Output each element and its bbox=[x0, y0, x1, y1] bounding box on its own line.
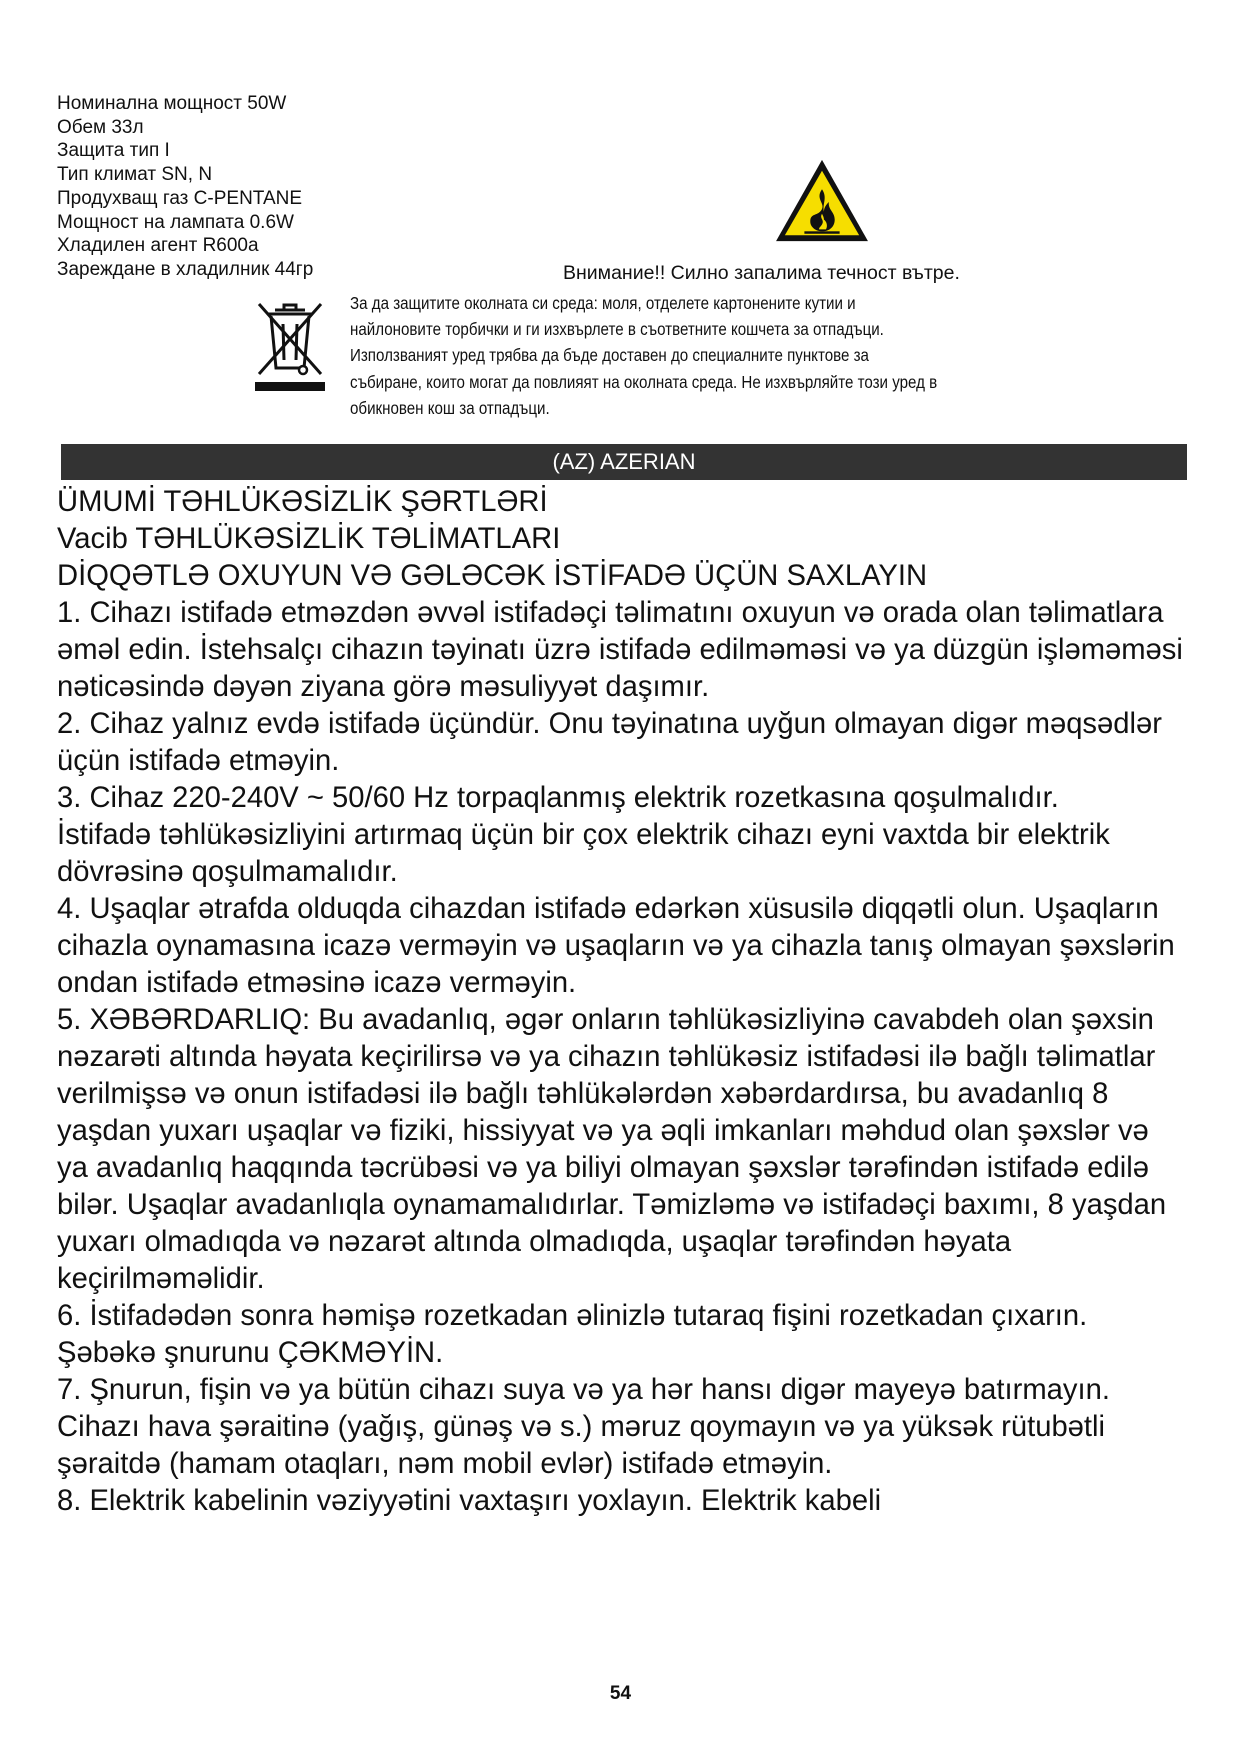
instruction-paragraph: 6. İstifadədən sonra həmişə rozetkadan əlinizlə tutaraq fişini rozetkadan çıxarın. Şəbəkə şnurunu ÇƏKMƏYİN. bbox=[57, 1300, 1088, 1369]
language-section-bar: (AZ) AZERIAN bbox=[61, 444, 1187, 480]
environment-notice-line: обикновен кош за отпадъци. bbox=[350, 397, 550, 418]
safety-instructions bbox=[57, 484, 1187, 1520]
environment-notice-line: найлоновите торбички и ги изхвърлете в съответните кошчета за отпадъци. bbox=[350, 319, 884, 340]
flammable-warning-icon bbox=[773, 157, 871, 245]
section-heading: ÜMUMİ TƏHLÜKƏSİZLİK ŞƏRTLƏRİ bbox=[57, 486, 548, 518]
spec-line: Защита тип I bbox=[57, 140, 170, 162]
instruction-paragraph: 8. Elektrik kabelinin vəziyyətini vaxtaşırı yoxlayın. Elektrik kabeli bbox=[57, 1485, 882, 1517]
instruction-paragraph: 4. Uşaqlar ətrafda olduqda cihazdan istifadə edərkən xüsusilə diqqətli olun. Uşaqların cihazla oynamasına icazə verməyin və uşaqların və ya cihazla tanış olmayan şəxslərin ondan istifadə etməsinə icazə verməyin. bbox=[57, 893, 1175, 999]
spec-line: Продухващ газ C-PENTANE bbox=[57, 187, 303, 209]
environment-notice-line: За да защитите околната си среда: моля, отделете картонените кутии и bbox=[350, 293, 856, 313]
instruction-paragraph: 2. Cihaz yalnız evdə istifadə üçündür. Onu təyinatına uyğun olmayan digər məqsədlər üçün istifadə etməyin. bbox=[57, 708, 1162, 777]
specifications-list bbox=[57, 92, 457, 282]
instruction-paragraph: İstifadə təhlükəsizliyini artırmaq üçün bir çox elektrik cihazı eyni vaxtda bir elektrik dövrəsinə qoşulmamalıdır. bbox=[57, 819, 1110, 888]
crossed-out-bin-icon bbox=[253, 296, 327, 394]
environment-notice-line: събиране, които могат да повлияят на околната среда. Не изхвърляйте този уред в bbox=[350, 371, 938, 392]
spec-line: Обем 33л bbox=[57, 116, 144, 138]
environment-notice-line: Използваният уред трябва да бъде доставен до специалните пунктове за bbox=[350, 345, 869, 366]
spec-line: Номинална мощност 50W bbox=[57, 93, 287, 114]
instruction-paragraph: 7. Şnurun, fişin və ya bütün cihazı suya və ya hər hansı digər mayeyə batırmayın. Cihazı hava şəraitinə (yağış, günəş və s.) məruz qoymayın və ya yüksək rütubətli şəraitdə (hamam otaqları, nəm mobil evlər) istifadə etməyin. bbox=[57, 1374, 1110, 1480]
spec-line: Зареждане в хладилник 44гр bbox=[57, 258, 314, 280]
flammable-warning-caption: Внимание!! Силно запалима течност вътре. bbox=[563, 262, 960, 284]
instruction-paragraph: 3. Cihaz 220-240V ~ 50/60 Hz torpaqlanmış elektrik rozetkasına qoşulmalıdır. bbox=[57, 782, 1059, 814]
page-number: 54 bbox=[609, 1683, 632, 1704]
instruction-paragraph: 1. Cihazı istifadə etməzdən əvvəl istifadəçi təlimatını oxuyun və orada olan təlimatlara əməl edin. İstehsalçı cihazın təyinatı üzrə istifadə edilməməsi və ya düzgün işləməməsi nəticəsində dəyən ziyana görə məsuliyyət daşımır. bbox=[57, 597, 1183, 703]
instruction-paragraph: 5. XƏBƏRDARLIQ: Bu avadanlıq, əgər onların təhlükəsizliyinə cavabdeh olan şəxsin nəzarəti altında həyata keçirilirsə və ya cihazın təhlükəsiz istifadəsi ilə bağlı təlimatlar verilmişsə və onun istifadəsi ilə bağlı təhlükələrdən xəbərdardırsa, bu avadanlıq 8 yaşdan yuxarı uşaqlar və fiziki, hissiyyat və ya əqli imkanları məhdud olan şəxslər və ya avadanlıq haqqında təcrübəsi və ya biliyi olmayan şəxslər tərəfindən istifadə edilə bilər. Uşaqlar avadanlıqla oynamamalıdırlar. Təmizləmə və istifadəçi baxımı, 8 yaşdan yuxarı olmadıqda və nəzarət altında olmadıqda, uşaqlar tərəfindən həyata keçirilməməlidir. bbox=[57, 1004, 1167, 1295]
section-subheading: DİQQƏTLƏ OXUYUN VƏ GƏLƏCƏK İSTİFADƏ ÜÇÜN SAXLAYIN bbox=[57, 560, 928, 592]
section-subheading: Vacib TƏHLÜKƏSİZLİK TƏLİMATLARI bbox=[57, 523, 561, 555]
environment-notice bbox=[350, 290, 1001, 421]
spec-line: Хладилен агент R600a bbox=[57, 235, 259, 257]
spec-line: Мощност на лампата 0.6W bbox=[57, 211, 294, 233]
spec-line: Тип климат SN, N bbox=[57, 164, 213, 186]
